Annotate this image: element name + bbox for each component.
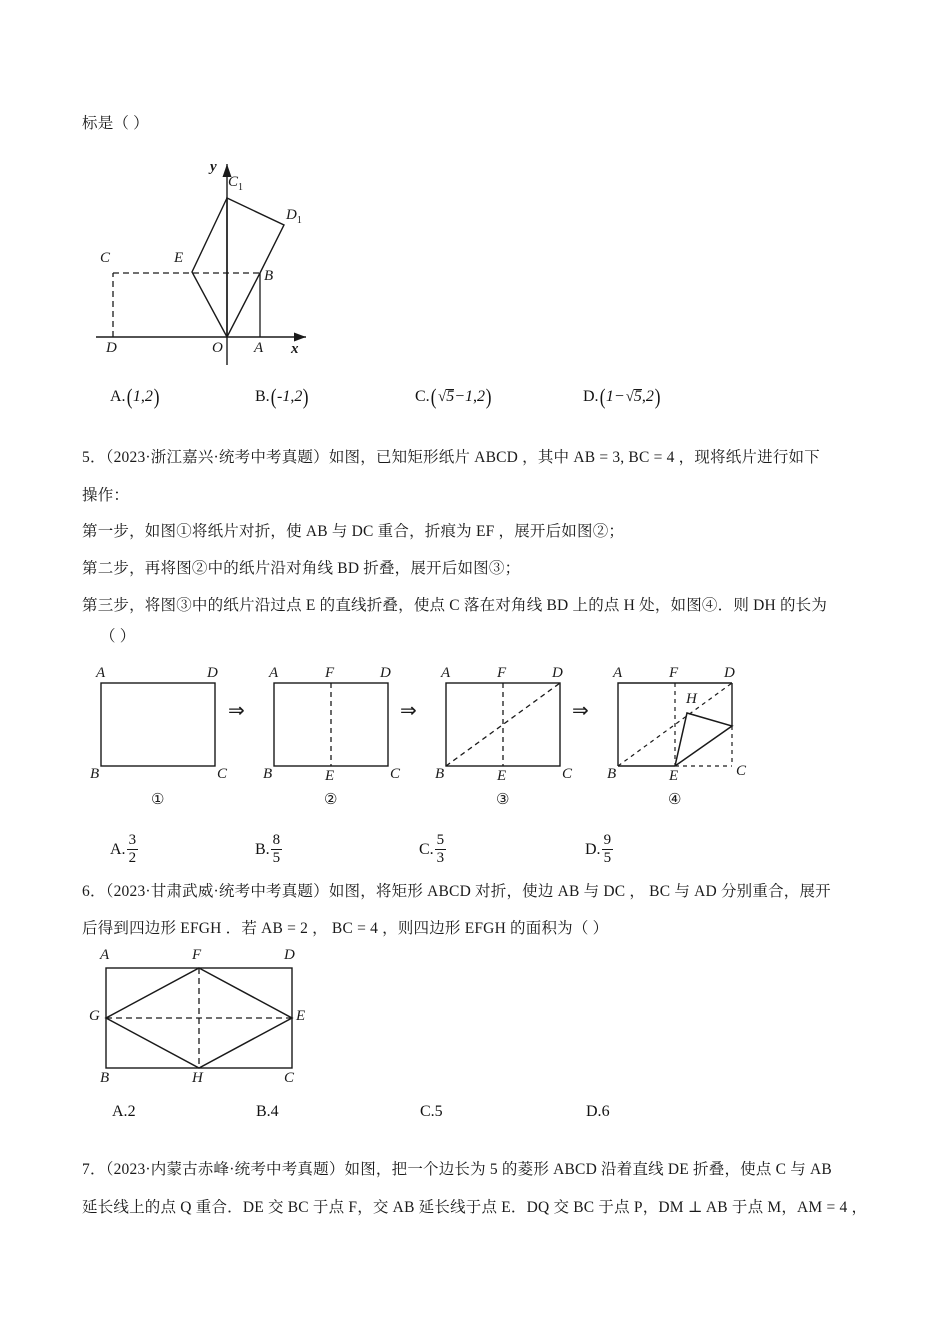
- q6-figure-svg: [88, 948, 318, 1088]
- q6-option-B-letter: B.: [256, 1103, 271, 1120]
- q4-axis-y-label: y: [210, 159, 217, 175]
- q5-option-A[interactable]: [110, 833, 139, 866]
- q5-fig3-number: ③: [496, 792, 510, 808]
- q5-option-A-num: 3: [128, 832, 137, 848]
- q5-fig3-label-E: E: [497, 768, 507, 784]
- q4-figure-svg: [88, 150, 318, 365]
- q6-line-2: 后得到四边形 EFGH ．若 AB = 2 ， BC = 4 ，则四边形 EFGH 的面积为（ ）: [82, 920, 609, 937]
- q5-line-6: （ ）: [100, 628, 136, 645]
- q4-label-D1: $D_1$: [286, 207, 302, 226]
- q5-fig2-label-A: A: [269, 665, 279, 681]
- q6-option-B[interactable]: [256, 1103, 279, 1121]
- q5-fig2-label-D: D: [380, 665, 391, 681]
- q5-fig2-label-C: C: [390, 766, 401, 782]
- q5-fig3-label-A: A: [441, 665, 451, 681]
- q4-option-C-letter: C.: [415, 388, 430, 405]
- q4-stem-tail: 标是（ ）: [82, 115, 149, 132]
- q6-line-1: 6．（2023·甘肃武威·统考中考真题）如图，将矩形 ABCD 对折，使边 AB 与 DC ， BC 与 AD 分别重合，展开: [82, 883, 831, 900]
- q6-option-A[interactable]: [112, 1103, 136, 1121]
- q4-option-A-y: 2: [144, 388, 153, 405]
- q5-fig3-label-B: B: [435, 766, 445, 782]
- comma: ,: [140, 388, 145, 405]
- q5-fig4-label-B: B: [607, 766, 617, 782]
- paren-close-icon: ): [303, 384, 309, 409]
- q4-option-C-radicand: 5: [446, 388, 455, 405]
- q5-fig2-label-E: E: [325, 768, 335, 784]
- q4-option-B-x: -1: [277, 388, 291, 405]
- q6-label-G: G: [89, 1008, 100, 1024]
- comma: ,: [290, 388, 295, 405]
- q4-label-B: B: [264, 268, 274, 284]
- q4-option-B-y: 2: [294, 388, 303, 405]
- q5-option-C-num: 5: [436, 832, 445, 848]
- q6-option-A-letter: A.: [112, 1103, 128, 1120]
- paren-close-icon: ): [654, 384, 661, 409]
- q4-label-A: A: [254, 340, 264, 356]
- q5-fig2-label-F: F: [325, 665, 335, 681]
- fraction-icon: [271, 833, 283, 866]
- q4-option-C-y: 2: [477, 388, 486, 405]
- q4-option-C[interactable]: [415, 386, 492, 408]
- q5-fig4-label-A: A: [613, 665, 623, 681]
- q6-label-C: C: [284, 1070, 295, 1086]
- sqrt-icon: √ 5: [625, 388, 642, 405]
- q4-axis-x-label: x: [291, 341, 299, 357]
- q4-option-D[interactable]: [583, 386, 661, 408]
- sqrt-icon: √ 5: [438, 388, 455, 405]
- q6-option-D-value: 6: [601, 1103, 610, 1120]
- comma: ,: [473, 388, 478, 405]
- q5-figure-1-svg: [95, 668, 235, 788]
- q5-fig4-label-C: C: [736, 763, 747, 779]
- q4-option-B-letter: B.: [255, 388, 270, 405]
- comma: ,: [641, 388, 646, 405]
- q5-fig4-label-F: F: [669, 665, 679, 681]
- q5-option-C-den: 3: [436, 850, 445, 866]
- q6-option-D[interactable]: [586, 1103, 610, 1121]
- q5-line-4: 第二步，再将图②中的纸片沿对角线 BD 折叠，展开后如图③；: [82, 560, 521, 577]
- q4-option-B[interactable]: [255, 386, 310, 408]
- q4-label-E: E: [174, 250, 184, 266]
- q5-option-A-den: 2: [128, 850, 137, 866]
- q5-arrow-1-icon: ⇒: [228, 698, 245, 722]
- q5-option-D-letter: D.: [585, 840, 601, 858]
- q5-figure-2-svg: [268, 668, 408, 788]
- q4-label-O: O: [212, 340, 223, 356]
- q5-fig4-label-E: E: [669, 768, 679, 784]
- q4-option-D-y: 2: [645, 388, 654, 405]
- q6-option-D-letter: D.: [586, 1103, 602, 1120]
- q4-label-C: C: [100, 250, 111, 266]
- q5-option-B-letter: B.: [255, 840, 270, 858]
- paren-open-icon: (: [126, 384, 133, 409]
- q5-arrow-2-icon: ⇒: [400, 698, 417, 722]
- q6-label-B: B: [100, 1070, 110, 1086]
- q7-line-2: 延长线上的点 Q 重合．DE 交 BC 于点 F，交 AB 延长线于点 E．DQ 交 BC 于点 P，DM ⊥ AB 于点 M，AM = 4 ，: [82, 1199, 868, 1216]
- q5-option-D-num: 9: [603, 832, 612, 848]
- q5-fig4-label-H: H: [686, 691, 697, 707]
- q6-option-C[interactable]: [420, 1103, 443, 1121]
- q5-fig3-label-D: D: [552, 665, 563, 681]
- q4-label-D: D: [106, 340, 117, 356]
- q5-figure-2: [263, 665, 408, 813]
- q4-coordinate-figure: [88, 150, 318, 365]
- q6-label-E: E: [296, 1008, 306, 1024]
- q6-option-C-letter: C.: [420, 1103, 435, 1120]
- q7-line-1: 7．（2023·内蒙古赤峰·统考中考真题）如图，把一个边长为 5 的菱形 ABCD 沿着直线 DE 折叠，使点 C 与 AB: [82, 1161, 832, 1178]
- fraction-icon: [127, 833, 139, 866]
- q5-figure-1: [90, 665, 235, 813]
- q5-fig1-number: ①: [151, 792, 165, 808]
- q6-label-D: D: [284, 947, 295, 963]
- q6-option-B-value: 4: [270, 1103, 279, 1120]
- q4-option-A-letter: A.: [110, 388, 126, 405]
- q5-line-1: 5．（2023·浙江嘉兴·统考中考真题）如图，已知矩形纸片 ABCD ，其中 AB = 3, BC = 4 ，现将纸片进行如下: [82, 449, 820, 466]
- q5-fig2-number: ②: [324, 792, 338, 808]
- q4-option-C-after: −1: [454, 388, 474, 405]
- q5-option-D[interactable]: [585, 833, 614, 866]
- q5-option-C[interactable]: [419, 833, 447, 866]
- q5-line-2: 操作：: [82, 487, 130, 504]
- q5-fig1-label-C: C: [217, 766, 228, 782]
- paren-open-icon: (: [599, 384, 606, 409]
- q4-label-C1: $C_1$: [228, 174, 244, 193]
- q4-option-D-before: 1−: [605, 388, 625, 405]
- q6-label-A: A: [100, 947, 110, 963]
- q4-option-D-radicand: 5: [633, 388, 642, 405]
- q5-figure-3-svg: [440, 668, 580, 788]
- q5-option-B-den: 5: [272, 850, 281, 866]
- q5-figure-3: [435, 665, 580, 813]
- q5-fig1-label-A: A: [96, 665, 106, 681]
- q5-option-C-letter: C.: [419, 840, 434, 858]
- paren-open-icon: (: [270, 384, 277, 409]
- q5-fig3-label-C: C: [562, 766, 573, 782]
- fraction-icon: [435, 833, 447, 866]
- q5-line-3: 第一步，如图①将纸片对折，使 AB 与 DC 重合，折痕为 EF ，展开后如图②；: [82, 523, 625, 540]
- q4-option-A-x: 1: [132, 388, 141, 405]
- q6-label-H: H: [192, 1070, 203, 1086]
- q6-figure: [88, 948, 318, 1098]
- q5-option-B[interactable]: [255, 833, 283, 866]
- fraction-icon: [602, 833, 614, 866]
- paren-close-icon: ): [485, 384, 492, 409]
- paren-close-icon: ): [153, 384, 160, 409]
- q6-option-C-value: 5: [434, 1103, 443, 1120]
- q6-option-A-value: 2: [127, 1103, 136, 1120]
- q5-arrow-3-icon: ⇒: [572, 698, 589, 722]
- q5-fig4-number: ④: [668, 792, 682, 808]
- q4-option-D-letter: D.: [583, 388, 599, 405]
- q5-fig2-label-B: B: [263, 766, 273, 782]
- q5-line-5: 第三步，将图③中的纸片沿过点 E 的直线折叠，使点 C 落在对角线 BD 上的点 H 处，如图④．则 DH 的长为: [82, 597, 828, 614]
- q5-option-B-num: 8: [272, 832, 281, 848]
- q5-option-A-letter: A.: [110, 840, 126, 858]
- paren-open-icon: (: [430, 384, 437, 409]
- q5-fig1-label-D: D: [207, 665, 218, 681]
- q4-option-A[interactable]: [110, 386, 160, 408]
- q5-option-D-den: 5: [603, 850, 612, 866]
- q5-fig3-label-F: F: [497, 665, 507, 681]
- q5-fig4-label-D: D: [724, 665, 735, 681]
- q5-fig1-label-B: B: [90, 766, 100, 782]
- q6-label-F: F: [192, 947, 202, 963]
- q5-figure-4: [607, 665, 762, 813]
